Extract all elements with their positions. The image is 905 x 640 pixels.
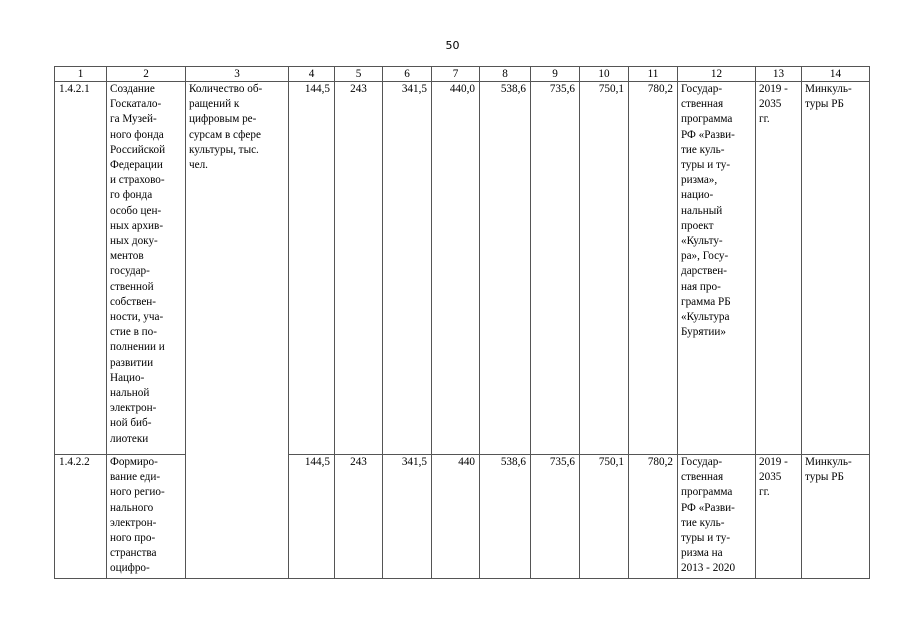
cell-line: полнении и — [110, 341, 165, 354]
value-cell: 243 — [335, 455, 383, 579]
cell-line: го фонда — [110, 189, 153, 202]
value-cell: 243 — [335, 82, 383, 455]
cell-line: Нацио- — [110, 371, 145, 384]
cell-line: га Музей- — [110, 113, 157, 126]
header-cell: 4 — [289, 67, 335, 82]
cell-line: Формиро- — [110, 456, 158, 468]
value-cell: 341,5 — [383, 455, 432, 579]
header-row — [55, 67, 870, 82]
cell-line: проект — [681, 219, 714, 232]
cell-line: электрон- — [110, 402, 157, 415]
cell-line: стие в по- — [110, 326, 157, 339]
cell-line: ственной — [110, 280, 154, 293]
cell-line: Госкатало- — [110, 98, 162, 111]
value-cell: 735,6 — [531, 455, 580, 579]
cell-line: нальный — [681, 204, 723, 217]
cell-line: Государ- — [681, 456, 723, 468]
cell-line: ных доку- — [110, 235, 158, 248]
cell-line: нацио- — [681, 189, 714, 202]
cell-line: «Культу- — [681, 235, 723, 248]
cell-line: Федерации — [110, 159, 163, 172]
cell-line: странства — [110, 547, 157, 560]
period-cell — [756, 82, 802, 455]
cell-line: дарствен- — [681, 265, 728, 278]
cell-line: 2013 - 2020 — [681, 562, 736, 575]
page-number: 50 — [445, 39, 460, 52]
value-cell: 780,2 — [629, 455, 678, 579]
cell-line: ного фонда — [110, 128, 164, 141]
cell-line: программа — [681, 113, 733, 126]
value-cell: 538,6 — [480, 455, 531, 579]
cell-line: ного регио- — [110, 486, 165, 499]
cell-line: культуры, тыс. — [189, 143, 259, 156]
cell-line: электрон- — [110, 516, 157, 529]
cell-line: «Культура — [681, 311, 730, 324]
cell-line: ная про- — [681, 280, 721, 293]
cell-line: туры РБ — [805, 471, 844, 484]
cell-line: Российской — [110, 143, 166, 156]
executor-cell — [802, 455, 870, 579]
header-cell: 1 — [55, 67, 107, 82]
cell-line: Минкуль- — [805, 456, 852, 468]
program-cell — [678, 82, 756, 455]
cell-line: 2019 - — [759, 83, 788, 95]
cell-line: гг. — [759, 113, 770, 126]
cell-line: тие куль- — [681, 516, 725, 529]
header-cell: 11 — [629, 67, 678, 82]
cell-line: туры и ту- — [681, 532, 731, 545]
cell-line: Создание — [110, 83, 155, 95]
header-cell: 2 — [107, 67, 186, 82]
value-cell: 538,6 — [480, 82, 531, 455]
cell-line: ного про- — [110, 532, 156, 545]
cell-line: оцифро- — [110, 562, 150, 575]
table-row — [55, 455, 870, 579]
header-cell: 5 — [335, 67, 383, 82]
header-cell: 6 — [383, 67, 432, 82]
value-cell: 735,6 — [531, 82, 580, 455]
cell-line: Минкуль- — [805, 83, 852, 95]
name-cell — [107, 82, 186, 455]
header-cell: 10 — [580, 67, 629, 82]
cell-line: ственная — [681, 471, 724, 484]
cell-line: нальной — [110, 387, 150, 400]
cell-line: 2019 - — [759, 456, 788, 468]
cell-line: вание еди- — [110, 471, 161, 484]
cell-line: 2035 — [759, 98, 782, 111]
cell-line: ственная — [681, 98, 724, 111]
value-cell: 144,5 — [289, 82, 335, 455]
program-cell — [678, 455, 756, 579]
header-cell: 12 — [678, 67, 756, 82]
header-cell: 8 — [480, 67, 531, 82]
cell-line: развитии — [110, 356, 154, 369]
header-cell: 14 — [802, 67, 870, 82]
header-cell: 9 — [531, 67, 580, 82]
cell-line: особо цен- — [110, 204, 162, 217]
header-cell: 7 — [432, 67, 480, 82]
name-cell — [107, 455, 186, 579]
cell-line: туры РБ — [805, 98, 844, 111]
cell-line: сурсам в сфере — [189, 128, 261, 141]
cell-line: Бурятии» — [681, 326, 726, 339]
cell-line: ментов — [110, 250, 144, 263]
cell-line: нального — [110, 501, 154, 514]
cell-line: туры и ту- — [681, 159, 731, 172]
cell-line: гг. — [759, 486, 770, 499]
cell-line: 2035 — [759, 471, 782, 484]
cell-line: ра», Госу- — [681, 250, 729, 263]
cell-line: и страхово- — [110, 174, 165, 187]
indicator-cell — [186, 82, 289, 579]
cell-line: цифровым ре- — [189, 113, 257, 126]
cell-line: собствен- — [110, 295, 157, 308]
cell-line: РФ «Разви- — [681, 501, 735, 514]
row-id-cell: 1.4.2.2 — [55, 455, 107, 579]
cell-line: лиотеки — [110, 432, 149, 445]
row-id-cell: 1.4.2.1 — [55, 82, 107, 455]
table-row — [55, 82, 870, 455]
value-cell: 440 — [432, 455, 480, 579]
cell-line: грамма РБ — [681, 295, 731, 308]
header-cell: 13 — [756, 67, 802, 82]
value-cell: 750,1 — [580, 82, 629, 455]
cell-line: РФ «Разви- — [681, 128, 735, 141]
cell-line: ращений к — [189, 98, 240, 111]
value-cell: 144,5 — [289, 455, 335, 579]
cell-line: чел. — [189, 159, 208, 172]
cell-line: ризма», — [681, 174, 718, 187]
value-cell: 750,1 — [580, 455, 629, 579]
cell-line: ности, уча- — [110, 311, 164, 324]
value-cell: 440,0 — [432, 82, 480, 455]
cell-line: ных архив- — [110, 219, 164, 232]
value-cell: 341,5 — [383, 82, 432, 455]
cell-line: государ- — [110, 265, 150, 278]
cell-line: Государ- — [681, 83, 723, 95]
cell-line: ной биб- — [110, 417, 152, 430]
value-cell: 780,2 — [629, 82, 678, 455]
cell-line: тие куль- — [681, 143, 725, 156]
cell-line: ризма на — [681, 547, 723, 560]
executor-cell — [802, 82, 870, 455]
cell-line: программа — [681, 486, 733, 499]
indicators-table — [54, 66, 870, 579]
cell-line: Количество об- — [189, 83, 263, 95]
header-cell: 3 — [186, 67, 289, 82]
period-cell — [756, 455, 802, 579]
